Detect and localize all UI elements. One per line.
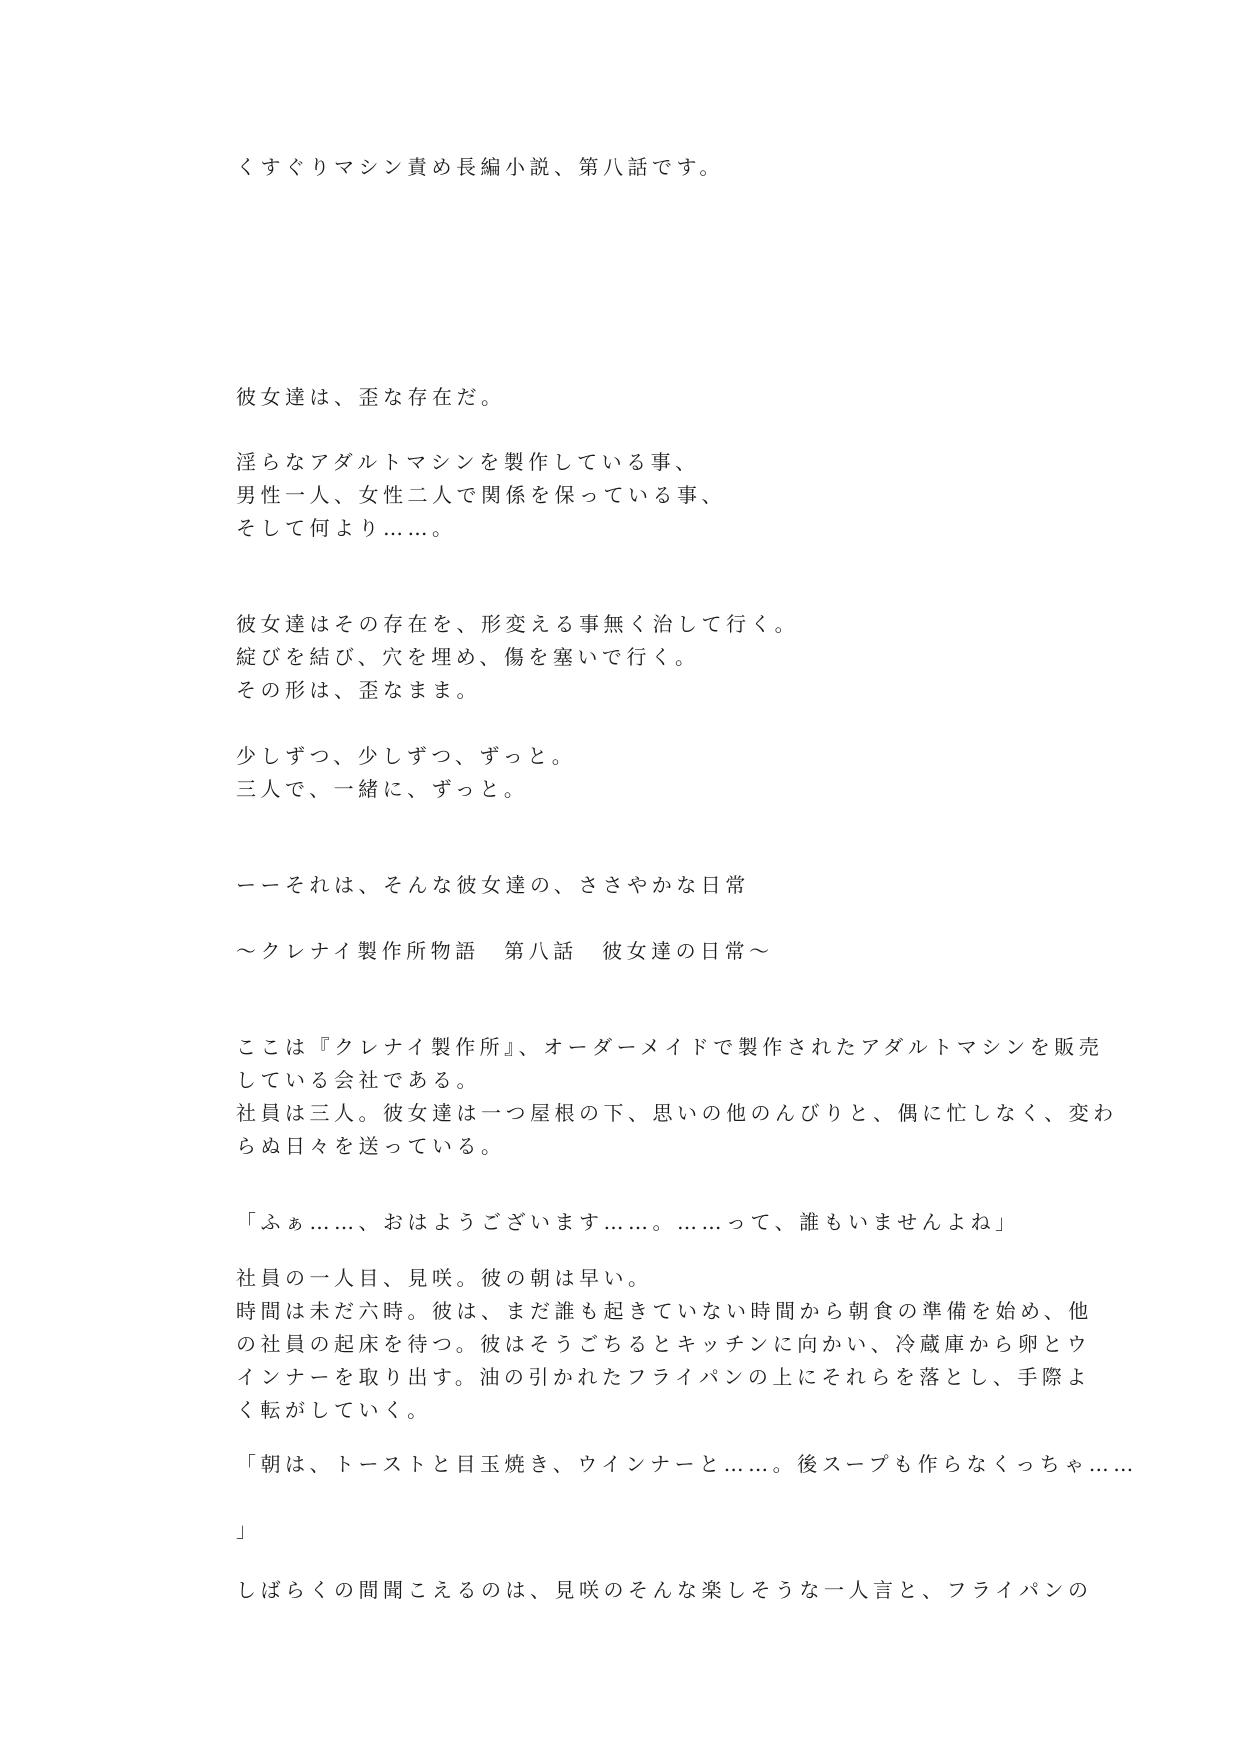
text-line: 淫らなアダルトマシンを製作している事、 [236,450,700,474]
text-line: 三人で、一緒に、ずっと。 [236,777,529,801]
dialogue-line: 」 [236,1518,261,1542]
text-line: ここは『クレナイ製作所』、オーダーメイドで製作されたアダルトマシンを販売 [236,1035,1104,1059]
text-line: 男性一人、女性二人で関係を保っている事、 [236,483,726,507]
text-line: しばらくの間聞こえるのは、見咲のそんな楽しそうな一人言と、フライパンの [236,1578,1093,1602]
text-line: そして何より……。 [236,516,457,540]
intro-line: くすぐりマシン責め長編小説、第八話です。 [236,155,724,179]
text-line: その形は、歪なまま。 [236,678,481,702]
text-line: 綻びを結び、穴を埋め、傷を塞いで行く。 [236,645,700,669]
text-line: く転がしていく。 [236,1398,432,1422]
dialogue-line: 「ふぁ……、おはようございます……。……って、誰もいませんよね」 [236,1210,1020,1234]
text-line: らぬ日々を送っている。 [236,1134,506,1158]
text-line: の社員の起床を待つ。彼はそうごちるとキッチンに向かい、冷蔵庫から卵とウ [236,1332,1092,1356]
text-line: 彼女達は、歪な存在だ。 [236,385,506,409]
chapter-title: ～クレナイ製作所物語 第八話 彼女達の日常～ [236,939,774,963]
text-line: 社員は三人。彼女達は一つ屋根の下、思いの他のんびりと、偶に忙しなく、変わ [236,1101,1118,1125]
dialogue-line: 「朝は、トーストと目玉焼き、ウインナーと……。後スープも作らなくっちゃ…… [236,1452,1138,1476]
text-line: 時間は未だ六時。彼は、まだ誰も起きていない時間から朝食の準備を始め、他 [236,1299,1093,1323]
text-line: している会社である。 [236,1068,481,1092]
text-line: 彼女達はその存在を、形変える事無く治して行く。 [236,612,800,636]
text-line: 少しずつ、少しずつ、ずっと。 [236,744,577,768]
text-line: 社員の一人目、見咲。彼の朝は早い。 [236,1266,653,1290]
text-line: ーーそれは、そんな彼女達の、ささやかな日常 [236,873,750,897]
text-line: インナーを取り出す。油の引かれたフライパンの上にそれらを落とし、手際よ [236,1365,1091,1389]
